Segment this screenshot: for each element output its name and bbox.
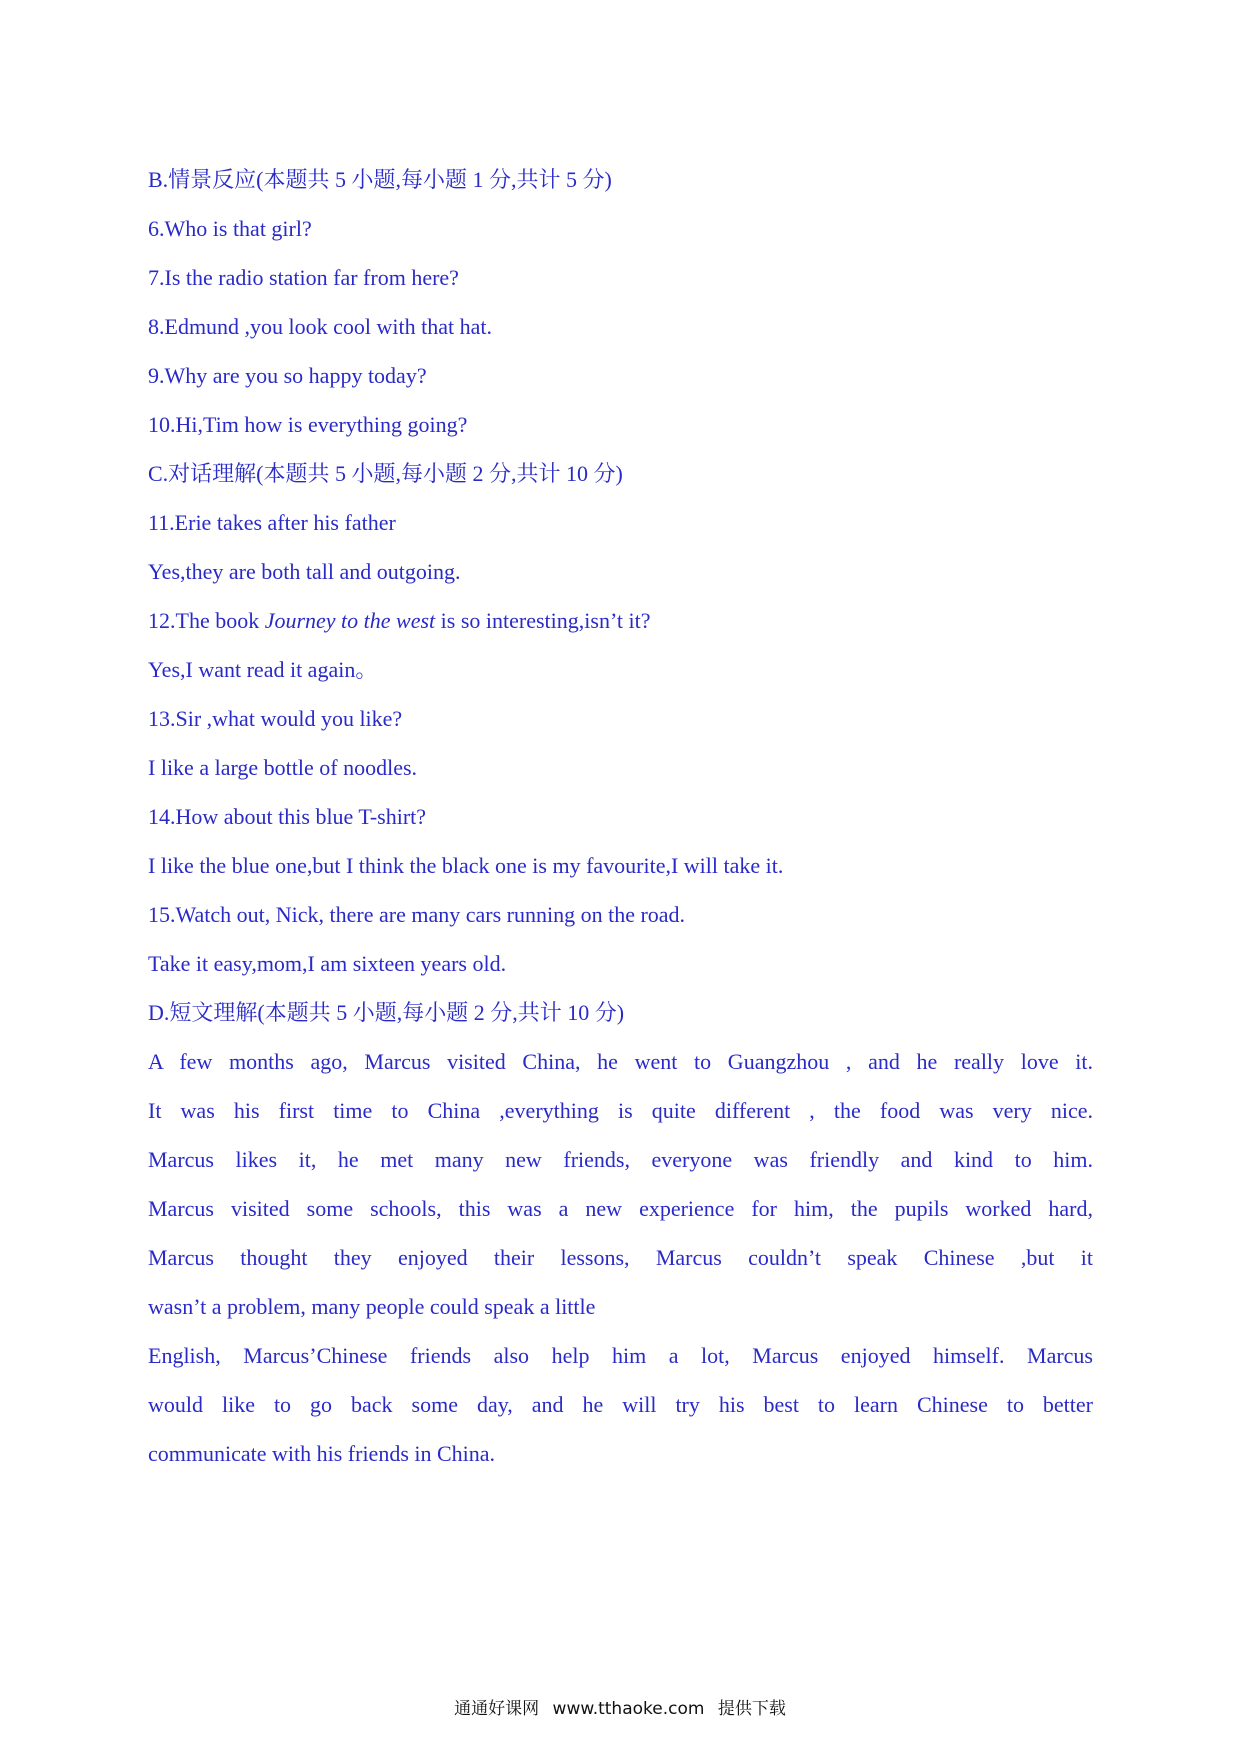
question-12 (148, 596, 1093, 645)
book-title: Journey to the west (264, 608, 436, 633)
question-13: 13.Sir ,what would you like? (148, 706, 403, 731)
question-6: 6.Who is that girl? (148, 216, 312, 241)
question-14: 14.How about this blue T-shirt? (148, 804, 427, 829)
question-12-suffix: is so interesting,isn’t it? (435, 608, 651, 633)
footer-url[interactable]: www.tthaoke.com (552, 1699, 705, 1719)
answer-15: Take it easy,mom,I am sixteen years old. (148, 951, 507, 976)
answer-12: Yes,I want read it again。 (148, 657, 378, 682)
document-body (148, 155, 1093, 1478)
passage-line: A few months ago, Marcus visited China, he went to Guangzhou , and he really love it. (148, 1049, 1093, 1074)
reading-passage (148, 1037, 1093, 1478)
question-9: 9.Why are you so happy today? (148, 363, 427, 388)
passage-line: communicate with his friends in China. (148, 1441, 496, 1466)
question-7: 7.Is the radio station far from here? (148, 265, 459, 290)
question-15: 15.Watch out, Nick, there are many cars running on the road. (148, 902, 686, 927)
passage-line: Marcus likes it, he met many new friends, everyone was friendly and kind to him. (148, 1147, 1093, 1172)
footer-suffix: 提供下载 (717, 1699, 786, 1719)
question-10: 10.Hi,Tim how is everything going? (148, 412, 468, 437)
answer-11: Yes,they are both tall and outgoing. (148, 559, 461, 584)
question-11: 11.Erie takes after his father (148, 510, 396, 535)
question-12-prefix: 12.The book (148, 608, 265, 633)
section-c-heading: C.对话理解(本题共 5 小题,每小题 2 分,共计 10 分) (148, 461, 623, 486)
passage-line: It was his first time to China ,everything is quite different , the food was very nice. (148, 1098, 1093, 1123)
answer-13: I like a large bottle of noodles. (148, 755, 418, 780)
answer-14: I like the blue one,but I think the black one is my favourite,I will take it. (148, 853, 784, 878)
passage-line: Marcus thought they enjoyed their lessons, Marcus couldn’t speak Chinese ,but it (148, 1245, 1093, 1270)
section-d-heading: D.短文理解(本题共 5 小题,每小题 2 分,共计 10 分) (148, 1000, 625, 1025)
page-footer (0, 1694, 1240, 1719)
footer-site-name: 通通好课网 (454, 1699, 540, 1719)
section-b-heading: B.情景反应(本题共 5 小题,每小题 1 分,共计 5 分) (148, 167, 612, 192)
passage-line: Marcus visited some schools, this was a new experience for him, the pupils worked hard, (148, 1196, 1093, 1221)
question-8: 8.Edmund ,you look cool with that hat. (148, 314, 493, 339)
passage-line: wasn’t a problem, many people could speak a little (148, 1294, 596, 1319)
passage-line: English, Marcus’Chinese friends also help him a lot, Marcus enjoyed himself. Marcus (148, 1343, 1093, 1368)
passage-line: would like to go back some day, and he will try his best to learn Chinese to better (148, 1392, 1093, 1417)
